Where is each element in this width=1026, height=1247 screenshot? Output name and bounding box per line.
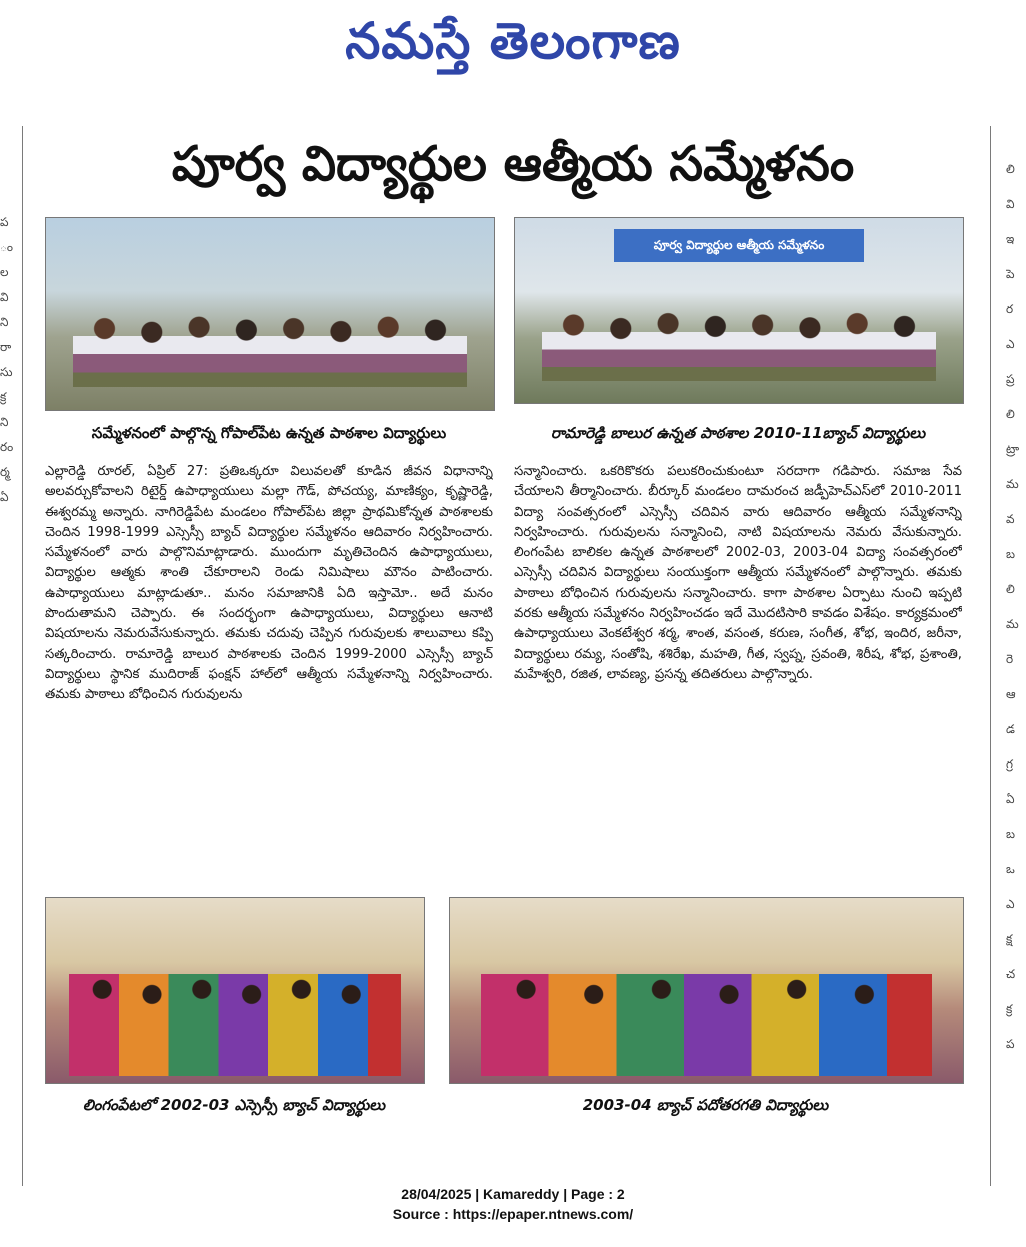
page-footer (0, 1184, 1026, 1228)
group-photo-people (69, 974, 402, 1076)
group-photo-people (481, 974, 932, 1076)
photo-banner: పూర్వ విద్యార్థుల ఆత్మీయ సమ్మేళనం (614, 229, 865, 262)
caption-photo-1: సమ్మేళనంలో పాల్గొన్న గోపాల్‌పేట ఉన్నత పాఠశాల విద్యార్థులు (91, 424, 447, 442)
group-photo-people (542, 311, 936, 381)
masthead-title: నమస్తే తెలంగాణ (345, 11, 681, 70)
photo-gopalpet-students (45, 217, 495, 411)
article-headline: పూర్వ విద్యార్థుల ఆత్మీయ సమ్మేళనం (171, 136, 855, 192)
caption-photo-2: రామారెడ్డి బాలుర ఉన్నత పాఠశాల 2010-11బ్యాచ్ విద్యార్థులు (550, 424, 926, 442)
footer-source-link[interactable]: Source : https://epaper.ntnews.com/ (392, 1206, 634, 1222)
group-photo-people (73, 314, 467, 387)
footer-date-edition: 28/04/2025 | Kamareddy | Page : 2 (401, 1186, 625, 1202)
photo-lingampet-2002-batch (45, 897, 425, 1084)
right-edge-text: లి వి ఇ పె ర ఎ ప్ర లి ట్రా మ వ బ లి మ రె ఆ డ గ్ర ఏ బ ఒ ఎ క్ష చ క్ర ప (1006, 162, 1020, 1051)
photo-2003-batch (449, 897, 964, 1084)
article-column-1: ఎల్లారెడ్డి రూరల్, ఏప్రిల్ 27: ప్రతిఒక్కరూ విలువలతో కూడిన జీవన విధానాన్ని అలవర్చుకోవాలని రిటైర్డ్ ఉపాధ్యాయులు మల్లా గౌడ్, పోచయ్య, మాణిక్యం, కృష్ణారెడ్డి, ఈశ్వరమ్మ అన్నారు. నాగిరెడ్డిపేట మండలం గోపాల్‌పేట జిల్లా ప్రాథమికోన్నత పాఠశాలకు చెందిన 1998-1999 ఎస్సెస్సీ బ్యాచ్ విద్యార్థుల సమ్మేళనం ఆదివారం నిర్వహించారు. సమ్మేళనంలో వారు పాల్గొనిమాట్లాడారు. ముందుగా మృతిచెందిన ఉపాధ్యాయులు, విద్యార్థుల ఆత్మకు శాంతి చేకూరాలని రెండు నిమిషాలు మౌనం పాటించారు. ఉపాధ్యాయులు మాట్లాడుతూ.. మనం సమాజానికి ఏది ఇస్తామో.. అదే మనం పొందుతామని చెప్పారు. ఈ సందర్భంగా ఉపాధ్యాయులు, విద్యార్థులు ఆనాటి విషయాలను నెమరువేసుకున్నారు. తమకు చదువు చెప్పిన గురువులకు శాలువాలు కప్పి సత్కరించారు. రామారెడ్డి బాలుర పాఠశాలకు చెందిన 1999-2000 ఎస్సెస్సీ బ్యాచ్ విద్యార్థులు స్థానిక ముదిరాజ్ ఫంక్షన్ హాల్‌లో ఆత్మీయ సమ్మేళనాన్ని నిర్వహించారు. తమకు పాఠాలు బోధించిన గురువులను (45, 464, 493, 703)
caption-photo-3: లింగంపేటలో 2002-03 ఎస్సెస్సీ బ్యాచ్ విద్యార్థులు (82, 1096, 386, 1114)
article-column-2: సన్మానించారు. ఒకరికొకరు పలుకరించుకుంటూ సరదాగా గడిపారు. సమాజ సేవ చేయాలని తీర్మానించారు. బీర్కూర్ మండలం దామరంచ జడ్పీహెచ్‌ఎస్‌లో 2010-2011 విద్యా సంవత్సరంలో ఎస్సెస్సీ చదివిన వారు ఆదివారం ఆత్మీయ సమ్మేళనాన్ని నిర్వహించారు. గురువులను సన్మానించి, నాటి విషయాలను నెమరు వేసుకున్నారు. లింగంపేట బాలికల ఉన్నత పాఠశాలలో 2002-03, 2003-04 విద్యా సంవత్సరంలో ఎస్సెస్సీ చదివిన విద్యార్థులు సంయుక్తంగా ఆత్మీయ సమ్మేళనంలో పాల్గొన్నారు. తమకు పాఠాలు బోధించిన గురువులను సన్మానించారు. కాగా పాఠశాల ఏర్పాటు నుంచి ఇప్పటి వరకు ఆత్మీయ సమ్మేళనం నిర్వహించడం ఇదే మొదటిసారి కావడం విశేషం. కార్యక్రమంలో ఉపాధ్యాయులు వెంకటేశ్వర శర్మ, శాంత, వసంత, కరుణ, సంగీత, శోభ, ఇందిర, జరీనా, విద్యార్థులు రమ్య, సంతోషి, శశిరేఖ, మహతి, గీత, స్వప్న, స్రవంతి, శిరీష, శోభ, ప్రశాంతి, మహేశ్వరి, రజిత, లావణ్య, ప్రసన్న తదితరులు పాల్గొన్నారు. (514, 464, 962, 682)
left-edge-text: ప ం ల వి ని రా సు క్ర ని రం ర్మ ఏ (0, 215, 14, 504)
right-column-rule (990, 126, 991, 1186)
photo-ramareddy-students (514, 217, 964, 404)
caption-photo-4: 2003-04 బ్యాచ్ పదోతరగతి విద్యార్థులు (582, 1096, 829, 1114)
left-column-rule (22, 126, 23, 1186)
